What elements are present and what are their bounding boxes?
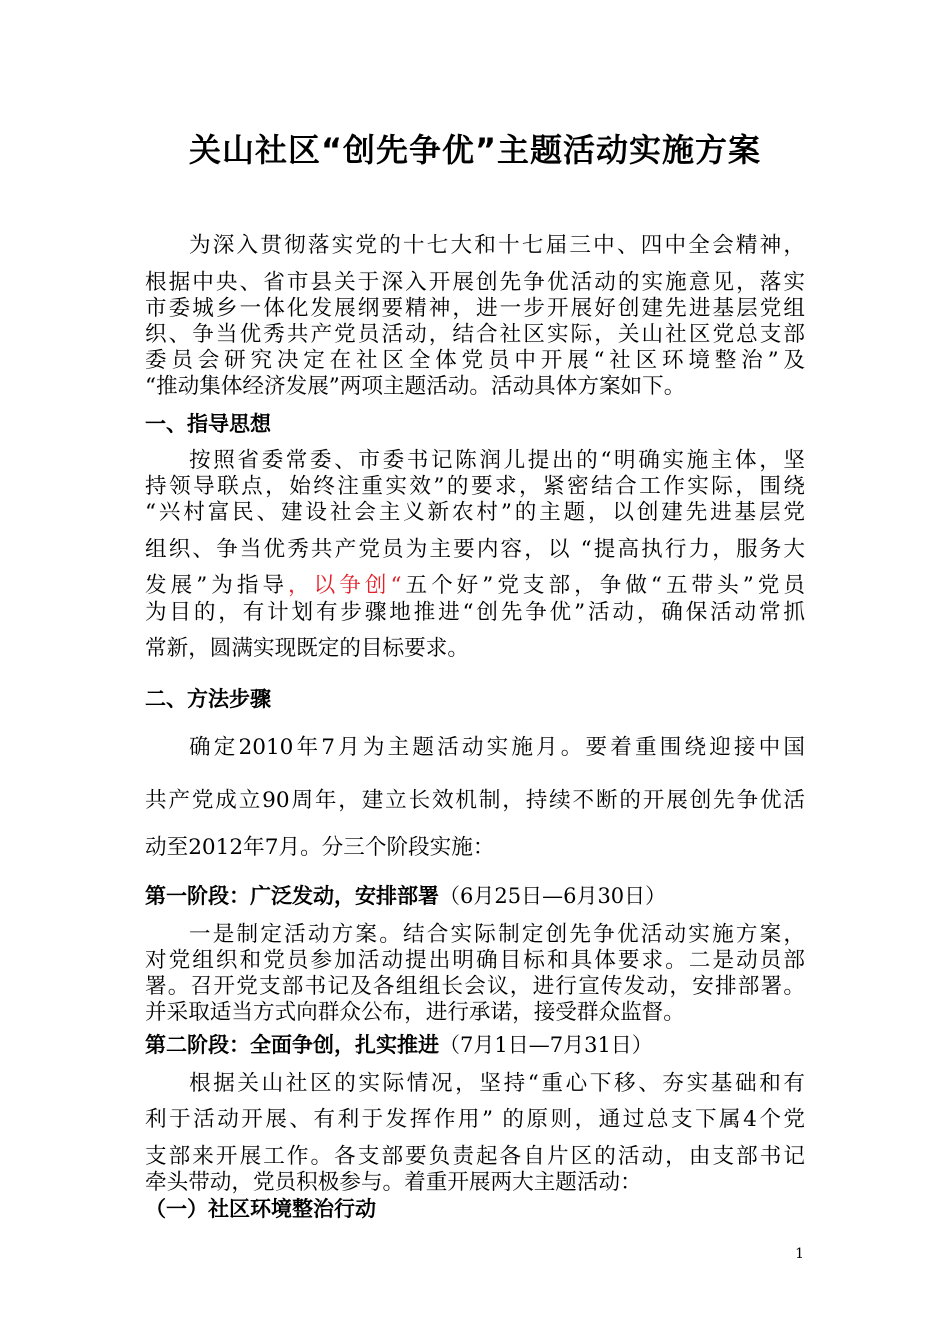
- guiding-line-1: 按照省委常委、市委书记陈润儿提出的“明确实施主体，坚: [189, 448, 805, 473]
- stage-1-line-1: 一是制定活动方案。结合实际制定创先争优活动实施方案，: [189, 922, 805, 947]
- intro-line-1: 为深入贯彻落实党的十七大和十七届三中、四中全会精神，: [189, 233, 805, 258]
- guiding-line-3: “兴村富民、建设社会主义新农村”的主题，以创建先进基层党: [145, 500, 805, 525]
- stage-1-line-2: 对党组织和党员参加活动提出明确目标和具体要求。二是动员部: [145, 948, 805, 973]
- intro-line-6: “推动集体经济发展”两项主题活动。活动具体方案如下。: [145, 374, 686, 399]
- stage-2-dates: （7月1日—7月31日）: [439, 1033, 653, 1057]
- highlighted-text: ，以争创“: [288, 573, 402, 598]
- methods-line-3: 动至2012年7月。分三个阶段实施：: [145, 835, 495, 860]
- stage-2-line-4: 牵头带动，党员积极参与。着重开展两大主题活动：: [145, 1170, 642, 1195]
- methods-line-2: 共产党成立90周年，建立长效机制，持续不断的开展创先争优活: [145, 788, 805, 813]
- stage-1-line-3: 署。召开党支部书记及各组组长会议，进行宣传发动，安排部署。: [145, 974, 805, 999]
- intro-line-4: 织、争当优秀共产党员活动，结合社区实际，关山社区党总支部: [145, 322, 805, 347]
- guiding-line-5-part-b: 五个好”党支部，争做“五带头”党员: [401, 573, 805, 598]
- guiding-line-7: 常新，圆满实现既定的目标要求。: [145, 636, 469, 661]
- stage-1-heading: [145, 881, 805, 911]
- stage-2-line-2: 利于活动开展、有利于发挥作用” 的原则，通过总支下属4个党: [145, 1107, 805, 1132]
- stage-2-title: 第二阶段：全面争创，扎实推进: [145, 1033, 439, 1057]
- document-title: 关山社区“创先争优”主题活动实施方案: [188, 131, 762, 169]
- guiding-line-4: 组织、争当优秀共产党员为主要内容，以 “提高执行力，服务大: [145, 537, 805, 562]
- subsection-heading: （一）社区环境整治行动: [145, 1197, 376, 1221]
- guiding-line-6: 为目的，有计划有步骤地推进“创先争优”活动，确保活动常抓: [145, 600, 805, 625]
- intro-line-5: 委员会研究决定在社区全体党员中开展“社区环境整治”及: [145, 348, 805, 373]
- stage-1-dates: （6月25日—6月30日）: [439, 884, 667, 908]
- methods-line-1: 确定2010年7月为主题活动实施月。要着重围绕迎接中国: [189, 735, 805, 760]
- stage-2-line-1: 根据关山社区的实际情况，坚持“重心下移、夯实基础和有: [189, 1071, 805, 1096]
- stage-1-title: 第一阶段：广泛发动，安排部署: [145, 884, 439, 908]
- stage-2-heading: [145, 1030, 805, 1060]
- section-heading-guiding: 一、指导思想: [145, 412, 271, 436]
- stage-2-line-3: 支部来开展工作。各支部要负责起各自片区的活动，由支部书记: [145, 1144, 805, 1169]
- guiding-line-5-part-a: 发展”为指导: [145, 573, 289, 598]
- intro-line-2: 根据中央、省市县关于深入开展创先争优活动的实施意见，落实: [145, 270, 805, 295]
- page-number: 1: [795, 1246, 804, 1262]
- section-heading-methods: 二、方法步骤: [145, 687, 271, 711]
- stage-1-line-4: 并采取适当方式向群众公布，进行承诺，接受群众监督。: [145, 1000, 685, 1025]
- guiding-line-2: 持领导联点，始终注重实效”的要求，紧密结合工作实际，围绕: [145, 474, 805, 499]
- intro-line-3: 市委城乡一体化发展纲要精神，进一步开展好创建先进基层党组: [145, 296, 805, 321]
- guiding-line-5: [145, 571, 805, 601]
